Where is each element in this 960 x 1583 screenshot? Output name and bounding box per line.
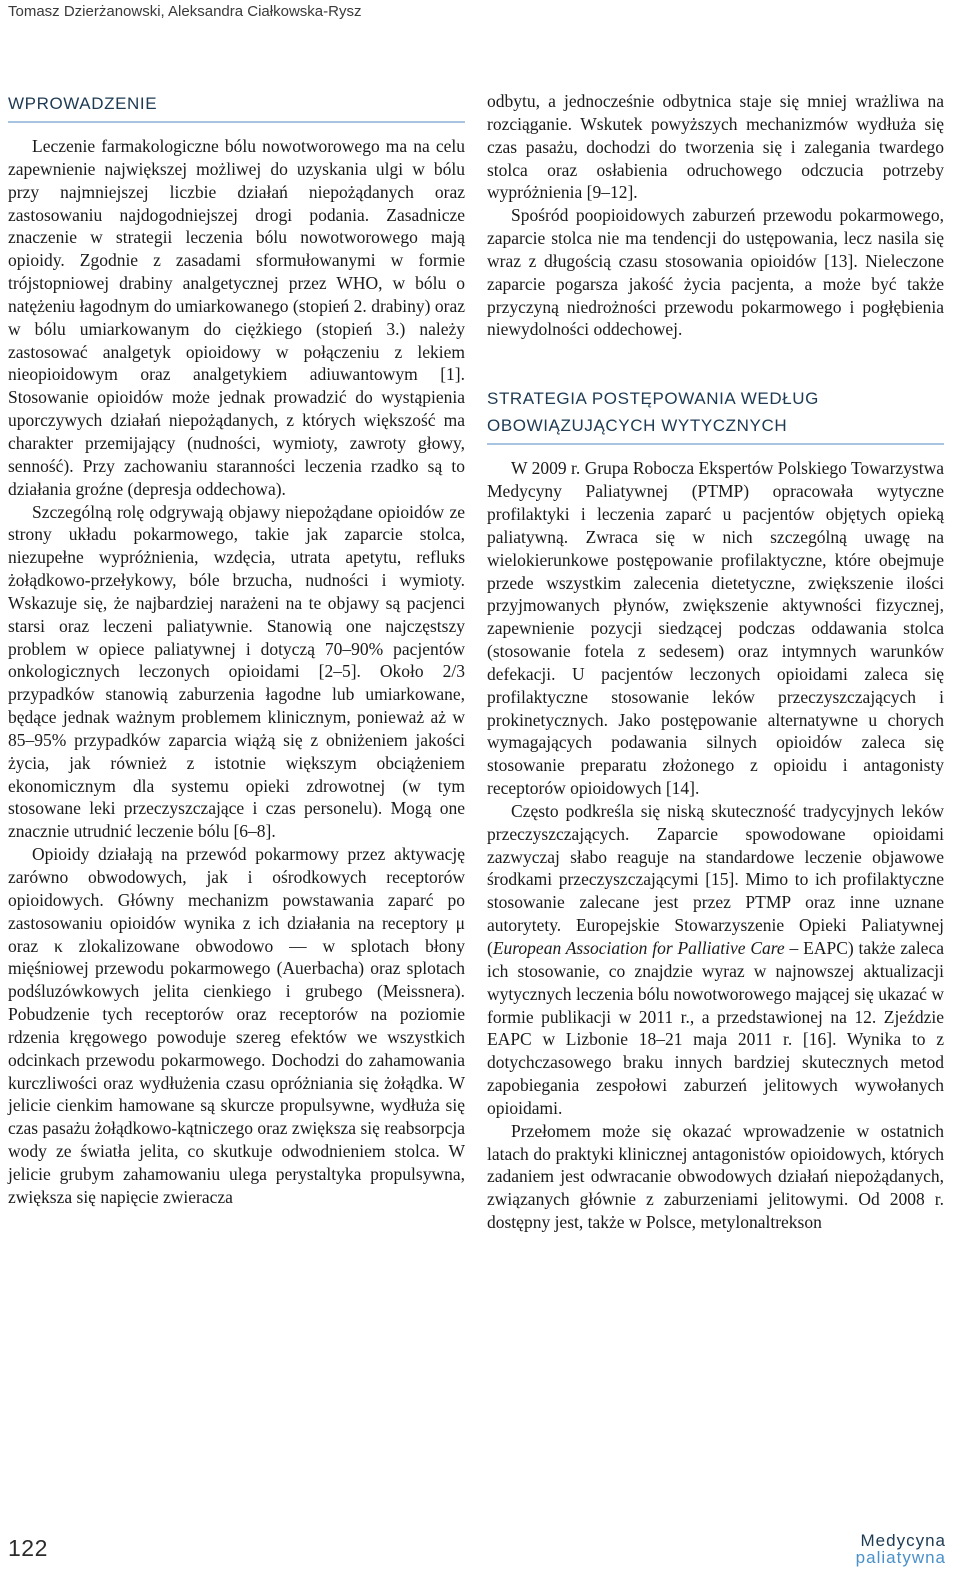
italic-term: European Association for Palliative Care <box>492 938 785 958</box>
running-head-authors: Tomasz Dzierżanowski, Aleksandra Ciałkowska-Rysz <box>8 3 362 20</box>
paragraph: Przełomem może się okazać wprowadzenie w ostatnich latach do praktyki klinicznej antagonistów opioidowych, których zadaniem jest odwracanie obwodowych działań niepożądanych, związanych głównie z zaburzeniami jelitowymi. Od 2008 r. dostępny jest, także w Polsce, metylonaltrekson <box>487 1120 944 1233</box>
paragraph: Leczenie farmakologiczne bólu nowotworowego ma na celu zapewnienie największej możliwej do uzyskania ulgi w bólu przy najmniejszej liczbie działań niepożądanych oraz zastosowaniu najdogodniejszej drogi podania. Zasadnicze znaczenie w strategii leczenia bólu nowotworowego mają opioidy. Zgodnie z zasadami sformułowanymi w formie trójstopniowej drabiny analgetycznej przez WHO, w bólu o natężeniu łagodnym do umiarkowanego (stopień 2. drabiny) oraz w bólu umiarkowanym do ciężkiego (stopień 3.) należy zastosować analgetyk opioidowy w połączeniu z lekiem nieopioidowym oraz analgetykiem adiuwantowym [1]. Stosowanie opioidów może jednak prowadzić do wystąpienia uporczywych działań niepożądanych, z których większość ma charakter przemijający (nudności, wymioty, zawroty głowy, senność). Przy zachowaniu staranności leczenia rzadko są to działania groźne (depresja oddechowa). <box>8 136 465 499</box>
paragraph: Spośród poopioidowych zaburzeń przewodu pokarmowego, zaparcie stolca nie ma tendencji do ustępowania, lecz nasila się wraz z długością czasu stosowania opioidów [13]. Nieleczone zaparcie pogarsza jakość życia pacjenta, a może być także przyczyną niedrożności przewodu pokarmowego i pogłębienia niewydolności oddechowej. <box>487 205 944 340</box>
section-heading-introduction: WPROWADZENIE <box>8 94 158 113</box>
section-heading-strategy: STRATEGIA POSTĘPOWANIA WEDŁUG OBOWIĄZUJĄCYCH WYTYCZNYCH <box>487 389 819 436</box>
paragraph: Opioidy działają na przewód pokarmowy przez aktywację zarówno obwodowych, jak i ośrodkowych receptorów opioidowych. Główny mechanizm powstawania zaparć po zastosowaniu opioidów wynika z ich działania na receptory μ oraz κ zlokalizowane obwodowo — w splotach błony mięśniowej przewodu pokarmowego (Auerbacha) oraz splotach podśluzówkowych jelita cienkiego i grubego (Meissnera). Pobudzenie tych receptorów oraz receptorów na poziomie rdzenia kręgowego powoduje szereg efektów we wszystkich odcinkach przewodu pokarmowego. Dochodzi do zahamowania kurczliwości oraz wydłużenia czasu opróżniania się żołądka. W jelicie cienkim hamowane są skurcze propulsywne, wydłuża się czas pasażu żołądkowo-kątniczego oraz zwiększa się reabsorpcja wody ze światła jelita, co skutkuje odwodnieniem stolca. W jelicie grubym zahamowaniu ulega perystaltyka propulsywna, zwiększa się napięcie zwieracza <box>8 844 465 1207</box>
heading-rule <box>8 121 465 123</box>
journal-logo-line2: paliatywna <box>855 1548 946 1567</box>
page-number: 122 <box>8 1535 48 1561</box>
paragraph-text: Często podkreśla się niską skuteczność tradycyjnych leków przeczyszczających. Zaparcie spowodowane opioidami zazwyczaj słabo reaguje na standardowe leczenie objawowe środkami przeczyszczającymi [15]. Mimo to ich profilaktyczne stosowanie zalecane jest przez PTMP oraz inne uznane autorytety. Europejskie Stowarzyszenie Opieki Paliatywnej ( <box>487 800 944 958</box>
paragraph-text: – EAPC) także zaleca ich stosowanie, co znajdzie wyraz w najnowszej aktualizacji wytycznych leczenia bólu nowotworowego mającej się ukazać w formie publikacji w 2011 r., a przedstawionej na 12. Zjeździe EAPC w Lizbonie 18–21 maja 2011 r. [16]. Wynika to z dotychczasowego braku innych bardziej skutecznych metod zapobiegania zespołowi zaburzeń jelitowych wywołanych opioidami. <box>487 938 944 1118</box>
right-column <box>487 90 944 1234</box>
left-column <box>8 90 465 1209</box>
section-spacer <box>487 341 944 385</box>
paragraph: W 2009 r. Grupa Robocza Ekspertów Polskiego Towarzystwa Medycyny Paliatywnej (PTMP) opracowała wytyczne profilaktyki i leczenia zaparć u pacjentów objętych opieką paliatywną. Zwraca się w nich szczególną uwagę na wielokierunkowe postępowanie profilaktyczne, które obejmuje przede wszystkim zalecenia dietetyczne, zwiększenie ilości przyjmowanych płynów, zwiększenie aktywności fizycznej, zapewnienie pozycji siedzącej podczas oddawania stolca (stosowanie fotela z sedesem) oraz intymnych warunków defekacji. U pacjentów leczonych opioidami zaleca się profilaktyczne stosowanie leków przeczyszczających i prokinetycznych. Jako postępowanie alternatywne u chorych wymagających podawania silnych opioidów zaleca się stosowanie preparatu złożonego z opioidu i antagonisty receptorów opioidowych [14]. <box>487 458 944 799</box>
journal-logo-line1: Medycyna <box>860 1531 946 1550</box>
journal-logo <box>856 1532 946 1566</box>
paragraph: Szczególną rolę odgrywają objawy niepożądane opioidów ze strony układu pokarmowego, takie jak zaparcie stolca, niezupełne wypróżnienia, wzdęcia, utrata apetytu, refluks żołądkowo-przełykowy, bóle brzucha, nudności i wymioty. Wskazuje się, że najbardziej narażeni na te objawy są pacjenci starsi oraz leczeni paliatywnie. Stanowią one najczęstszy problem w opiece paliatywnej i dotyczą 70–90% pacjentów onkologicznych leczonych opioidami [2–5]. Około 2/3 przypadków stanowią zaburzenia łagodne lub umiarkowane, będące jednak ważnym problemem klinicznym, ponieważ aż w 85–95% przypadków zaparcia wiążą się z obniżeniem jakości życia, jak również z istotnie większym obciążeniem ekonomicznym dla systemu opieki zdrowotnej (w tym stosowane leki przeczyszczające i czas personelu). Mogą one znacznie utrudnić leczenie bólu [6–8]. <box>8 501 465 842</box>
heading-rule <box>487 443 944 445</box>
paragraph: odbytu, a jednocześnie odbytnica staje się mniej wrażliwa na rozciąganie. Wskutek powyższych mechanizmów wydłuża się czas pasażu, dochodzi do tworzenia się i zalegania twardego stolca oraz osłabienia odruchowego odczucia potrzeby wypróżnienia [9–12]. <box>487 91 944 203</box>
paragraph-with-italic <box>487 800 944 1120</box>
